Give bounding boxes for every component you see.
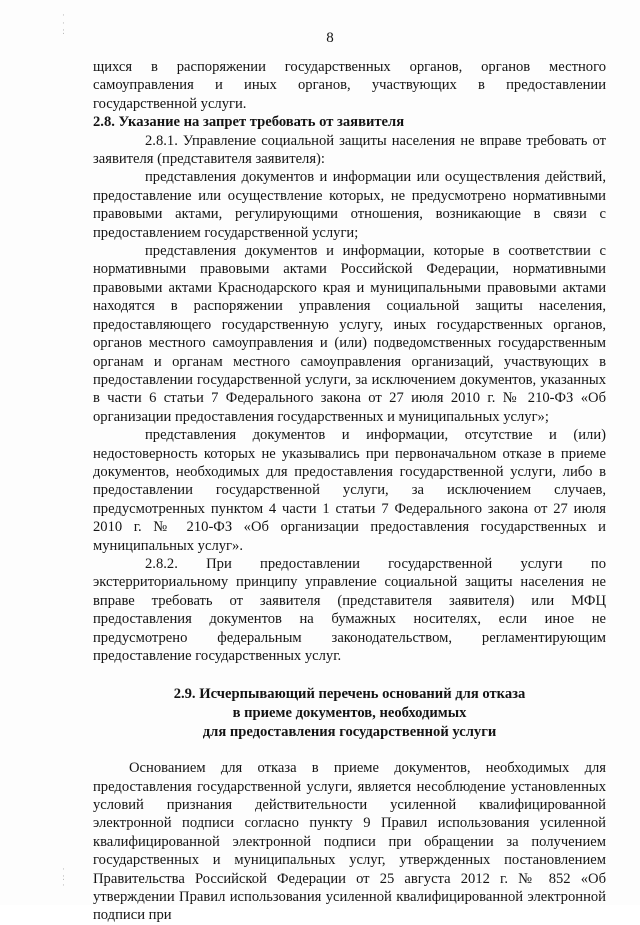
paragraph-2-8-2: 2.8.2. При предоставлении государственной услуги по экстерриториальному принципу управление социальной защиты населения не вправе требовать от заявителя (представителя заявителя) или МФЦ предоставления документов на бумажных носителях, если иное не предусмотрено федеральным законодательством, регламентирующим предоставление государственных услуг. [93,555,606,664]
document-body [93,58,606,925]
paragraph-2-8-1-item-1: представления документов и информации или осуществления действий, предоставление или осуществление которых, не предусмотрено нормативными правовыми актами, регулирующими отношения, возникающие в связи с предоставлением государственной услуги; [93,169,606,241]
paragraph-2-8-1-item-3: представления документов и информации, отсутствие и (или) недостоверность которых не указывались при первоначальном отказе в приеме документов, необходимых для предоставления государственной услуги, либо в предоставлении государственной услуги, за исключением случаев, предусмотренных пунктом 4 части 1 статьи 7 Федерального закона от 27 июля 2010 г. № 210-ФЗ «Об организации предоставления государственных и муниципальных услуг». [93,427,606,554]
section-2-9-heading-line: 2.9. Исчерпывающий перечень оснований для отказа [173,686,526,703]
paragraph-2-8-1-item-2: представления документов и информации, которые в соответствии с нормативными правовыми актами Российской Федерации, нормативными правовыми актами Краснодарского края и муниципальными правовыми актами находятся в распоряжении управления социальной защиты населения, предоставляющего государственную услугу, иных государственных органов, органов местного самоуправления и (или) подведомственных государственным органам и органам местного самоуправления организаций, участвующих в предоставлении государственной услуги, за исключением документов, указанных в части 6 статьи 7 Федерального закона от 27 июля 2010 г. № 210-ФЗ «Об организации предоставления государственных и муниципальных услуг»; [93,243,606,425]
section-2-9-heading [93,685,606,741]
section-2-9-heading-line: в приеме документов, необходимых [232,705,467,721]
scan-mark: · : · [62,865,66,891]
paragraph-2-8-1: 2.8.1. Управление социальной защиты населения не вправе требовать от заявителя (представителя заявителя): [93,132,606,168]
paragraph-continuation: щихся в распоряжении государственных органов, органов местного самоуправления и иных органов, участвующих в предоставлении государственной услуги. [93,59,606,112]
page-number: 8 [326,30,334,46]
section-2-8-heading: 2.8. Указание на запрет требовать от заявителя [93,114,405,131]
scan-mark: · · : [62,11,66,37]
paragraph-2-9-1: Основанием для отказа в приеме документов, необходимых для предоставления государственной услуги, является несоблюдение установленных условий признания действительности усиленной квалифицированной электронной подписи согласно пункту 9 Правил использования усиленной квалифицированной электронной подписи при обращении за получением государственных и муниципальных услуг, утвержденных постановлением Правительства Российской Федерации от 25 августа 2012 г. № 852 «Об утверждении Правил использования усиленной квалифицированной электронной подписи при [93,760,606,924]
section-2-9-heading-line: для предоставления государственной услуги [202,723,497,740]
